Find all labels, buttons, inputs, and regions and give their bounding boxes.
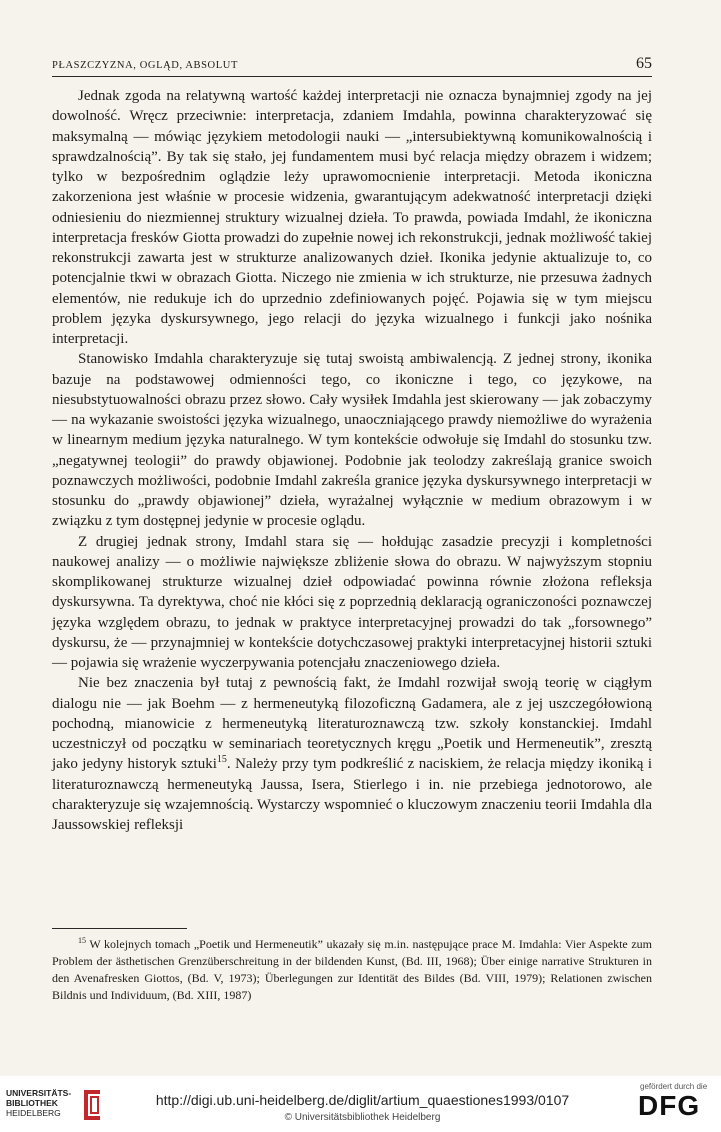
paragraph: Jednak zgoda na relatywną wartość każdej interpretacji nie oznacza bynajmniej zgody na jej dowolność. Wręcz przeciwnie: interpretacja, zdaniem Imdahla, powinna charakteryzować się maksymalną — mówiąc językiem metodologii nauki — „intersubiektywną komunikowalnością i sprawdzalnością”. By tak się stało, jej fundamentem musi być relacja między obrazem i widzem; tylko w bezpośrednim oglądzie leży uprawomocnienie interpretacji. Metoda ikoniczna zakorzeniona jest właśnie w procesie widzenia, gwarantującym adekwatność interpretacji dzięki odniesieniu do niezmiennej struktury wizualnej dzieła. To prawda, powiada Imdahl, że ikoniczna interpretacja fresków Giotta prowadzi do zupełnie nowej ich rekonstrukcji, jednak możliwość takiej rekonstrukcji zawarta jest w strukturze analizowanych dzieł. Ikonika jedynie aktualizuje to, co potencjalnie tkwi w obrazach Giotta. Niczego nie zmienia w ich strukturze, nie przesuwa żadnych elementów, nie redukuje ich do uprzednio zdefiniowanych pojęć. Pojawia się w tym miejscu problem języka dyskursywnego, jego relacji do języka wizualnego i funkcji jako nośnika interpretacji. [52,88,652,347]
library-name [6,1088,71,1118]
funder-caption: gefördert durch die [640,1082,708,1091]
library-name-line1: UNIVERSITÄTS- [6,1088,72,1098]
library-name-line2: BIBLIOTHEK [6,1098,58,1108]
digitization-footer [0,1076,721,1132]
funder-name: DFG [638,1090,701,1121]
footnote [52,936,652,1004]
page-number: 65 [636,55,652,72]
paragraph: Z drugiej jednak strony, Imdahl stara się — hołdując zasadzie precyzji i kompletności naukowej analizy — o możliwie największe zbliżenie słowa do obrazu. W najwyższym stopniu skomplikowanej strukturze wizualnej dzieł odpowiadać powinna równie złożona refleksja dyskursywna. Ta dyrektywa, choć nie kłóci się z poprzednią deklaracją ograniczoności poznawczej języka względem obrazu, to jednak w praktyce interpretacyjnej prowadzi do tak „forsownego” dyskursu, że — przynajmniej w kontekście dotychczasowej praktyki interpretacyjnej historii sztuki — pojawia się wrażenie wyczerpywania potencjału znaczeniowego dzieła. [52,533,652,671]
footnote-reference[interactable]: 15 [216,754,227,766]
library-logo[interactable] [6,1086,121,1126]
paragraph: Stanowisko Imdahla charakteryzuje się tutaj swoistą ambiwalencją. Z jednej strony, ikonika bazuje na podstawowej odmienności tego, co ikoniczne i tego, co językowe, na niesubstytuowalności obrazu przez słowo. Cały wysiłek Imdahla jest skierowany — jak zobaczymy — na wykazanie swoistości języka wizualnego, unaoczniającego prawdy niemożliwe do wyrażenia w linearnym medium języka naturalnego. W tym kontekście odwołuje się Imdahl do stosunku tzw. „negatywnej teologii” do prawdy objawionej. Podobnie jak teolodzy zakreślają granice swoich poznawczych możliwości, podobnie Imdahl zakreśla granice języka dyskursywnego interpretacji w stosunku do „prawdy objawionej” dzieła, wyrażalnej wyłącznie w medium obrazowym i w związku z tym dostępnej jedynie w procesie oglądu. [52,351,652,530]
copyright-notice: © Universitätsbibliothek Heidelberg [284,1112,441,1123]
permalink-url[interactable]: http://digi.ub.uni-heidelberg.de/diglit/artium_quaestiones1993/0107 [155,1092,570,1108]
body-text [52,86,652,835]
footnote-marker: 15 [78,936,86,945]
paragraph [52,673,652,835]
header-rule [52,76,652,77]
library-mark-icon [78,1086,104,1122]
dfg-logo[interactable] [630,1082,716,1128]
footnote-rule [52,928,187,929]
running-head: PŁASZCZYZNA, OGLĄD, ABSOLUT [52,60,238,71]
paragraph-text: Nie bez znaczenia był tutaj z pewnością fakt, że Imdahl rozwijał swoją teorię w ciągłym dialogu nie — jak Boehm — z hermeneutyką filozoficzną Gadamera, ale z jej uszczegółowioną pochodną, mianowicie z hermeneutyką literaturoznawczą tzw. szkoły konstanckiej. Imdahl uczestniczył od początku w seminariach teoretycznych kręgu „Poetik und Hermeneutik”, zresztą jako jedyny historyk sztuki [52,675,652,773]
paragraph-text-continued: . Należy przy tym podkreślić z naciskiem, że relacja między ikoniką i literaturoznawczą hermeneutyką Jaussa, Isera, Stierlego i in. nie przebiega jednotorowo, ale charakteryzuje się wzajemnością. Wystarczy wspomnieć o kluczowym znaczeniu teorii Imdahla dla Jaussowskiej refleksji [52,756,652,833]
library-name-line3: HEIDELBERG [6,1108,61,1118]
footnote-text: W kolejnych tomach „Poetik und Hermeneutik” ukazały się m.in. następujące prace M. Imdahla: Vier Aspekte zum Problem der ästhetischen Grenzüberschreitung in der bildenden Kunst, (Bd. III, 1968); Über einige narrative Strukturen in den Avenafresken Giottos, (Bd. V, 1973); Überlegungen zur Identität des Bildes (Bd. VIII, 1979); Relationen zwischen Bildnis und Individuum, (Bd. XIII, 1987) [52,937,652,1002]
